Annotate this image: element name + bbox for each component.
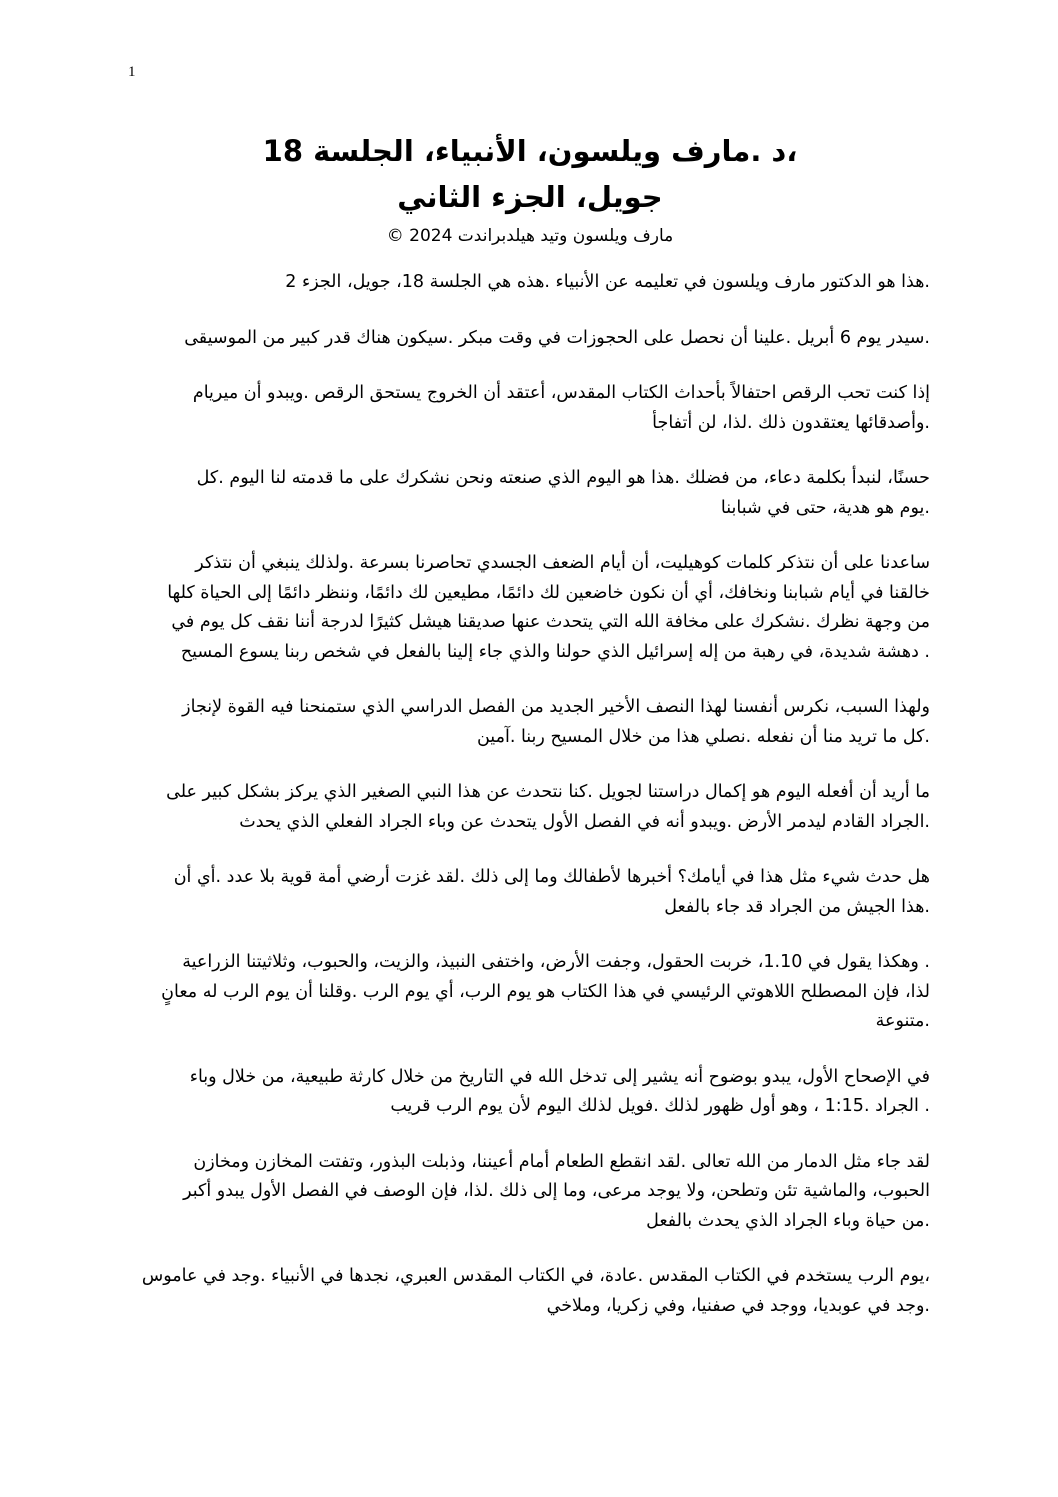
paragraph-line: هل حدث شيء مثل هذا في أيامك؟ أخبرها لأطفالك وما إلى ذلك .لقد غزت أرضي أمة قوية بلا عدد .أي أن: [173, 867, 930, 887]
paragraph-line: .سيدر يوم 6 أبريل .علينا أن نحصل على الحجوزات في وقت مبكر .سيكون هناك قدر كبير من الموسيقى: [184, 327, 930, 348]
paragraph-line: .هذا الجيش من الجراد قد جاء بالفعل: [664, 896, 930, 917]
paragraph-line: .الجراد القادم ليدمر الأرض .ويبدو أنه في الفصل الأول يتحدث عن وباء الجراد الفعلي الذي يحدث: [239, 811, 930, 832]
paragraph: [130, 863, 930, 922]
paragraph: [130, 549, 930, 667]
paragraph: [130, 379, 930, 438]
paragraph-line: .متنوعة: [875, 1011, 930, 1031]
paragraph: [130, 1063, 930, 1122]
paragraph: [130, 324, 930, 354]
paragraph: [130, 268, 930, 298]
paragraph-line: .كل ما تريد منا أن نفعله .نصلي هذا من خلال المسيح ربنا .آمين: [476, 726, 930, 747]
paragraph-line: إذا كنت تحب الرقص احتفالاً بأحداث الكتاب المقدس، أعتقد أن الخروج يستحق الرقص .ويبدو أن ميريام: [192, 383, 930, 403]
paragraph-line: .هذا هو الدكتور مارف ويلسون في تعليمه عن الأنبياء .هذه هي الجلسة 18، جويل، الجزء 2: [285, 272, 930, 292]
paragraph: [130, 1262, 930, 1321]
paragraph-line: في الإصحاح الأول، يبدو بوضوح أنه يشير إلى تدخل الله في التاريخ من خلال كارثة طبيعية، من خلال وباء: [189, 1066, 930, 1087]
paragraph-line: . الجراد .1:15 ، وهو أول ظهور لذلك .فويل لذلك اليوم لأن يوم الرب قريب: [390, 1096, 930, 1116]
paragraph-line: . وهكذا يقول في 1.10، خربت الحقول، وجفت الأرض، واختفى النبيذ، والزيت، والحبوب، وثلاثيتنا الزراعية: [182, 952, 930, 972]
paragraph: [130, 464, 930, 523]
copyright-line: مارف ويلسون وتيد هيلدبراندت 2024 ©: [386, 226, 674, 246]
paragraph-line: خالقنا في أيام شبابنا ونخافك، أي أن نكون خاضعين لك دائمًا، مطيعين لك دائمًا، وننظر دائمًا إلى الحياة كلها: [167, 582, 930, 603]
paragraph: [130, 1148, 930, 1237]
paragraph: [130, 778, 930, 837]
paragraph-line: .يوم هو هدية، حتى في شبابنا: [720, 497, 930, 518]
document-title-line-1: ،د .مارف ويلسون، الأنبياء، الجلسة 18: [262, 134, 798, 168]
paragraph-line: حسنًا، لنبدأ بكلمة دعاء، من فضلك .هذا هو اليوم الذي صنعته ونحن نشكرك على ما قدمته لنا اليوم .كل: [196, 468, 930, 488]
paragraph-line: .وأصدقائها يعتقدون ذلك .لذا، لن أتفاجأ: [652, 412, 930, 433]
document-body: [130, 268, 930, 1347]
document-title-line-2: جويل، الجزء الثاني: [397, 180, 663, 214]
paragraph-line: الحبوب، والماشية تئن وتطحن، ولا يوجد مرعى، وما إلى ذلك .لذا، فإن الوصف في الفصل الأول يبدو أكبر: [183, 1181, 930, 1201]
paragraph: [130, 693, 930, 752]
paragraph-line: .وجد في عوبديا، ووجد في صفنيا، وفي زكريا، وملاخي: [546, 1295, 930, 1316]
paragraph-line: لقد جاء مثل الدمار من الله تعالى .لقد انقطع الطعام أمام أعيننا، وذبلت البذور، وتفتت المخازن ومخازن: [193, 1151, 930, 1172]
paragraph-line: ما أريد أن أفعله اليوم هو إكمال دراستنا لجويل .كنا نتحدث عن هذا النبي الصغير الذي يركز بشكل كبير على: [166, 782, 930, 802]
paragraph-line: ولهذا السبب، نكرس أنفسنا لهذا النصف الأخير الجديد من الفصل الدراسي الذي ستمنحنا فيه القوة لإنجاز: [182, 697, 930, 717]
paragraph-line: . دهشة شديدة، في رهبة من إله إسرائيل الذي حولنا والذي جاء إلينا بالفعل في شخص ربنا يسوع المسيح: [180, 641, 930, 662]
paragraph-line: ساعدنا على أن نتذكر كلمات كوهيليت، أن أيام الضعف الجسدي تحاصرنا بسرعة .ولذلك ينبغي أن نتذكر: [195, 553, 930, 573]
paragraph-line: لذا، فإن المصطلح اللاهوتي الرئيسي في هذا الكتاب هو يوم الرب، أي يوم الرب .وقلنا أن يوم الرب له معانٍ: [161, 981, 930, 1002]
paragraph-line: .من حياة وباء الجراد الذي يحدث بالفعل: [646, 1210, 930, 1231]
page-number: 1: [128, 64, 136, 80]
paragraph-line: ،يوم الرب يستخدم في الكتاب المقدس .عادة، في الكتاب المقدس العبري، نجدها في الأنبياء .وجد في عاموس: [141, 1266, 930, 1286]
document-header: [140, 128, 920, 250]
paragraph: [130, 948, 930, 1037]
paragraph-line: من وجهة نظرك .نشكرك على مخافة الله التي يتحدث عنها صديقنا هيشل كثيرًا لدرجة أننا نقف كل يوم في: [171, 612, 930, 632]
